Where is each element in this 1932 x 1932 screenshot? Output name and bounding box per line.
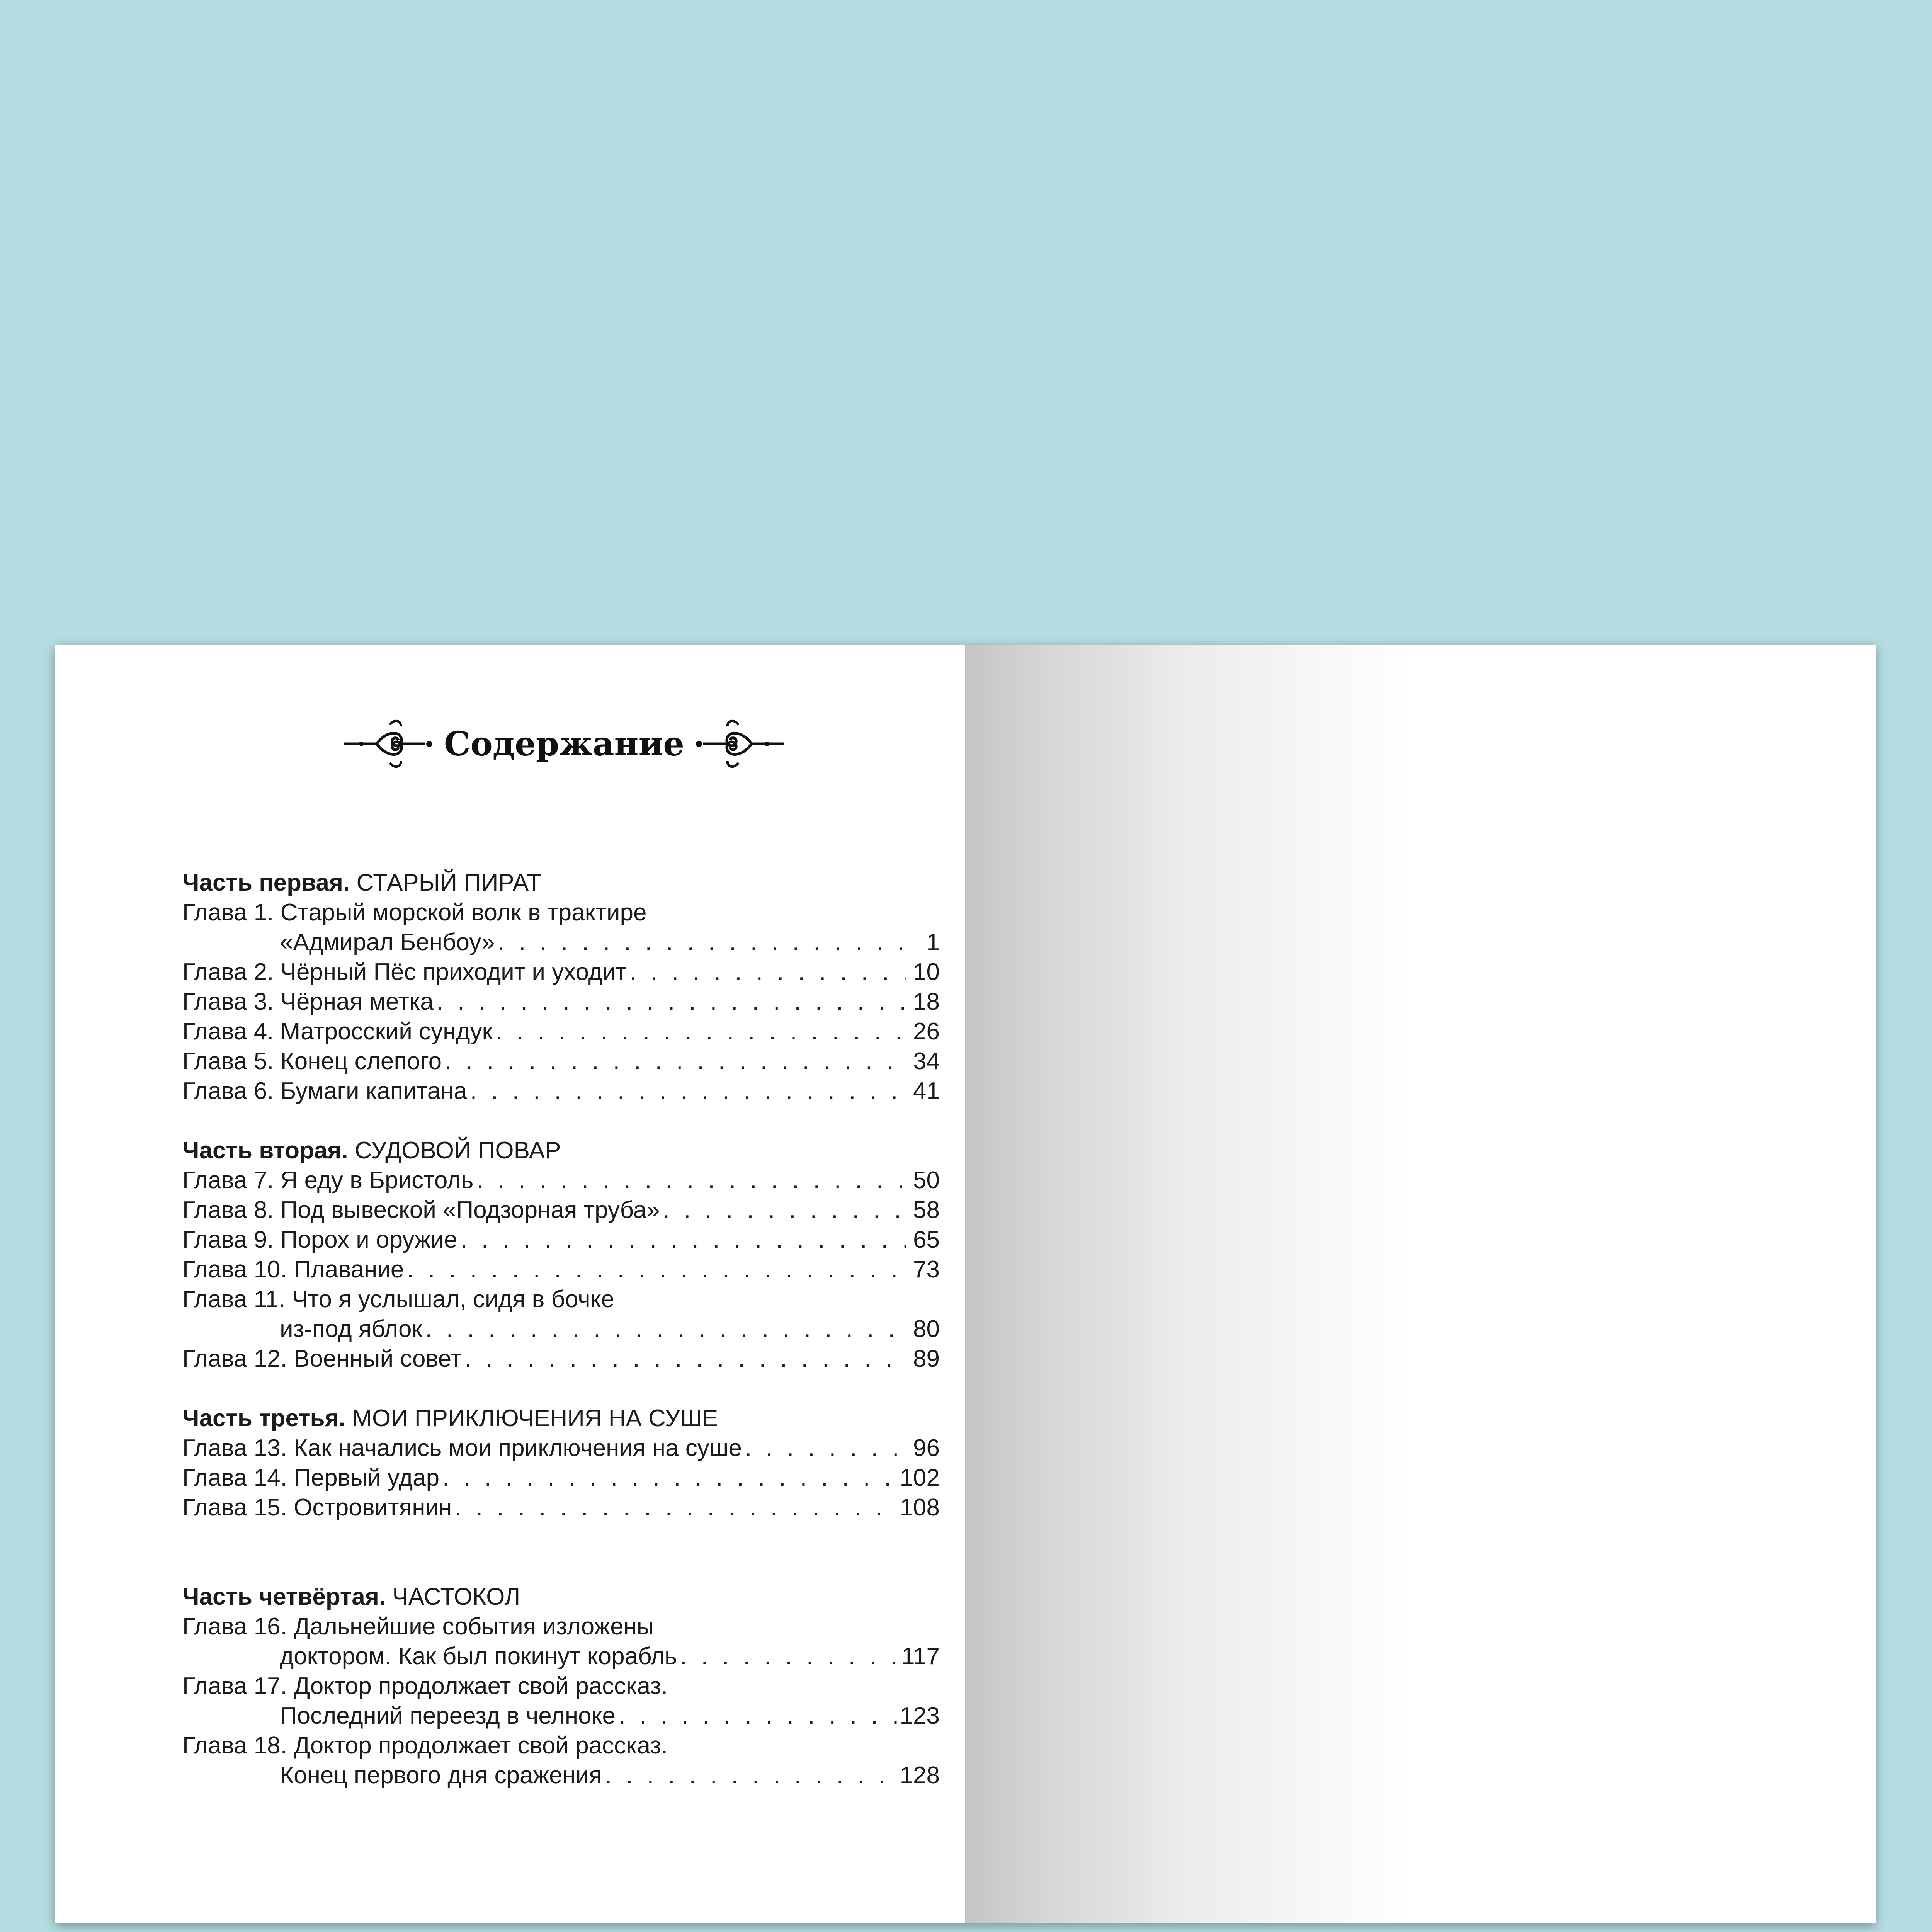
chapter-title-line: Глава 18. Доктор продолжает свой рассказ.: [182, 1732, 668, 1759]
chapter-title: Глава 12. Военный совет: [182, 1345, 462, 1372]
toc-entry: [182, 1641, 940, 1671]
dot-leader: [445, 1046, 906, 1076]
chapter-title: Глава 9. Порох и оружие: [182, 1226, 457, 1253]
part-name: СТАРЫЙ ПИРАТ: [356, 869, 542, 896]
toc-entry: [182, 927, 940, 957]
chapter-title-line: Глава 17. Доктор продолжает свой рассказ.: [182, 1673, 668, 1699]
chapter-title: Глава 15. Островитянин: [182, 1494, 452, 1521]
dot-leader: [680, 1641, 898, 1671]
dot-leader: [476, 1165, 906, 1195]
toc-entry: [182, 1463, 940, 1493]
dot-leader: [630, 957, 906, 987]
page-number: 10: [913, 959, 940, 985]
page-number: 117: [901, 1643, 940, 1670]
page-number: 41: [913, 1078, 940, 1104]
chapter-title: Глава 7. Я еду в Бристоль: [182, 1167, 474, 1194]
dot-leader: [461, 1225, 906, 1255]
toc-part: [182, 1582, 940, 1790]
dot-leader: [407, 1255, 906, 1284]
left-page: [55, 645, 965, 1923]
chapter-title-line: Глава 11. Что я услышал, сидя в бочке: [182, 1286, 614, 1313]
chapter-title: Глава 10. Плавание: [182, 1256, 404, 1283]
part-name: СУДОВОЙ ПОВАР: [354, 1137, 561, 1164]
chapter-title: Последний переезд в челноке: [280, 1702, 616, 1729]
page-number: 50: [913, 1167, 940, 1194]
dot-leader: [455, 1493, 896, 1522]
toc-entry: [182, 1314, 940, 1344]
dot-leader: [498, 927, 906, 957]
toc-entry: [182, 1076, 940, 1106]
page-number: 26: [913, 1018, 940, 1045]
page-number: 73: [913, 1256, 940, 1283]
chapter-title: Глава 6. Бумаги капитана: [182, 1078, 467, 1104]
toc-entry: [182, 1433, 940, 1463]
page-number: 128: [900, 1762, 940, 1789]
toc-entry: [182, 987, 940, 1017]
chapter-title: Конец первого дня сражения: [280, 1762, 602, 1789]
page-number: 18: [913, 988, 940, 1015]
page-number: 1: [926, 929, 940, 956]
toc-entry: [182, 1255, 940, 1284]
page-number: 89: [913, 1345, 940, 1372]
toc-entry: [182, 1225, 940, 1255]
page-number: 65: [913, 1226, 940, 1253]
right-flourish-icon: [695, 715, 785, 773]
page-number: 80: [913, 1316, 940, 1342]
dot-leader: [619, 1701, 897, 1731]
toc-part: [182, 1136, 940, 1374]
toc-part: [182, 868, 940, 1106]
left-flourish-icon: [344, 715, 433, 773]
chapter-title: «Адмирал Бенбоу»: [280, 929, 495, 956]
dot-leader: [437, 987, 906, 1017]
page-number: 34: [913, 1048, 940, 1075]
book-spread: [55, 645, 1876, 1923]
chapter-title: Глава 5. Конец слепого: [182, 1048, 442, 1075]
part-label: Часть первая.: [182, 869, 350, 896]
toc-entry: [182, 1165, 940, 1195]
title-block: [332, 715, 796, 773]
page-number: 96: [913, 1435, 940, 1461]
page-number: 108: [900, 1494, 940, 1521]
chapter-title: Глава 2. Чёрный Пёс приходит и уходит: [182, 959, 627, 985]
chapter-title: Глава 13. Как начались мои приключения на суше: [182, 1435, 742, 1461]
toc-entry: [182, 1344, 940, 1374]
toc-entry: [182, 957, 940, 987]
part-label: Часть третья.: [182, 1405, 346, 1432]
dot-leader: [470, 1076, 906, 1106]
dot-leader: [745, 1433, 906, 1463]
dot-leader: [465, 1344, 906, 1374]
part-heading: [182, 868, 940, 898]
toc-entry: [182, 1493, 940, 1522]
part-heading: [182, 1582, 940, 1612]
chapter-title: из-под яблок: [280, 1316, 422, 1342]
toc-entry: [182, 1760, 940, 1790]
dot-leader: [663, 1195, 906, 1225]
dot-leader: [442, 1463, 896, 1493]
chapter-title: Глава 4. Матросский сундук: [182, 1018, 493, 1045]
page-number: 123: [900, 1702, 940, 1729]
part-name: МОИ ПРИКЛЮЧЕНИЯ НА СУШЕ: [352, 1405, 718, 1432]
chapter-title-line: Глава 16. Дальнейшие события изложены: [182, 1613, 654, 1640]
chapter-title: Глава 3. Чёрная метка: [182, 988, 434, 1015]
chapter-title: Глава 8. Под вывеской «Подзорная труба»: [182, 1197, 660, 1223]
part-heading: [182, 1136, 940, 1165]
part-label: Часть вторая.: [182, 1137, 348, 1164]
part-heading: [182, 1403, 940, 1433]
dot-leader: [496, 1017, 906, 1046]
toc-entry: [182, 1701, 940, 1731]
chapter-title: Глава 14. Первый удар: [182, 1464, 440, 1491]
toc-left-column: [182, 868, 940, 1790]
toc-entry: [182, 1046, 940, 1076]
part-name: ЧАСТОКОЛ: [392, 1583, 520, 1610]
dot-leader: [605, 1760, 897, 1790]
right-page: [965, 645, 1876, 1923]
toc-entry: [182, 1195, 940, 1225]
part-label: Часть четвёртая.: [182, 1583, 386, 1610]
page-number: 58: [913, 1197, 940, 1223]
chapter-title-line: Глава 1. Старый морской волк в трактире: [182, 899, 647, 926]
toc-entry: [182, 1017, 940, 1046]
toc-title: Содержание: [444, 724, 684, 764]
chapter-title: доктором. Как был покинут корабль: [280, 1643, 677, 1670]
dot-leader: [425, 1314, 906, 1344]
toc-part: [182, 1403, 940, 1522]
page-number: 102: [900, 1464, 940, 1491]
